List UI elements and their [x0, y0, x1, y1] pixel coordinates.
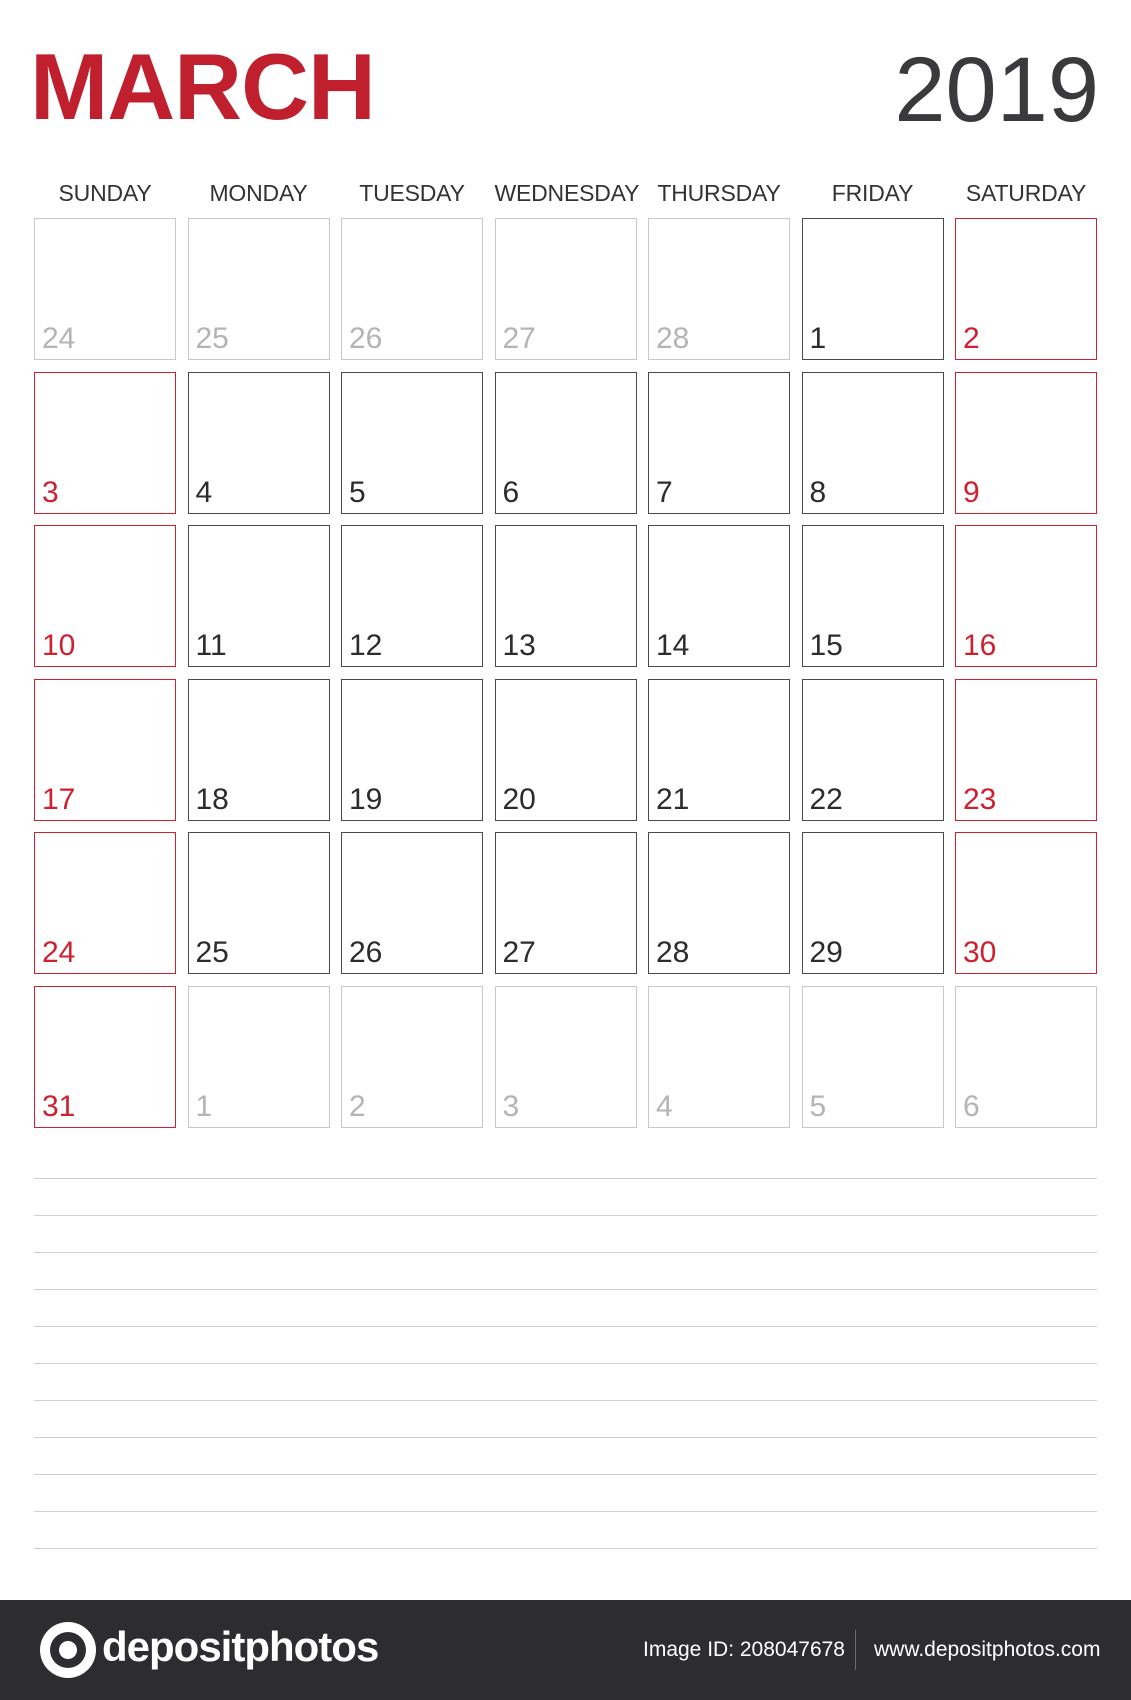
day-cell[interactable] — [802, 525, 944, 667]
day-cell[interactable] — [341, 832, 483, 974]
day-number: 30 — [963, 936, 997, 969]
day-cell[interactable] — [495, 218, 637, 360]
day-cell[interactable] — [188, 218, 330, 360]
day-cell[interactable] — [648, 372, 790, 514]
day-number: 4 — [195, 475, 213, 509]
day-cell[interactable] — [802, 372, 944, 514]
note-line — [34, 1289, 1097, 1290]
note-line — [34, 1326, 1097, 1327]
day-number: 6 — [963, 1089, 980, 1123]
weekday-monday: MONDAY — [209, 180, 308, 206]
day-number: 21 — [656, 782, 690, 816]
day-number: 3 — [42, 475, 59, 509]
day-number: 13 — [502, 629, 536, 662]
day-cell[interactable] — [802, 218, 944, 360]
calendar-grid — [34, 218, 1097, 1128]
day-number: 24 — [42, 936, 76, 969]
day-number: 19 — [349, 782, 383, 816]
day-cell[interactable] — [802, 986, 944, 1128]
day-cell[interactable] — [188, 372, 330, 514]
camera-logo-icon — [40, 1622, 96, 1678]
note-line — [34, 1400, 1097, 1401]
day-number: 26 — [349, 936, 383, 969]
day-cell[interactable] — [34, 218, 176, 360]
day-cell[interactable] — [34, 525, 176, 667]
day-cell[interactable] — [802, 832, 944, 974]
day-number: 14 — [656, 629, 690, 662]
weekday-friday: FRIDAY — [831, 180, 914, 206]
day-number: 15 — [809, 629, 843, 662]
day-number: 9 — [963, 475, 980, 509]
day-cell[interactable] — [648, 525, 790, 667]
day-number: 5 — [809, 1089, 827, 1123]
day-cell[interactable] — [495, 525, 637, 667]
day-cell[interactable] — [955, 986, 1097, 1128]
day-number: 10 — [42, 629, 76, 662]
day-cell[interactable] — [648, 986, 790, 1128]
weekday-tuesday: TUESDAY — [359, 180, 465, 206]
day-number: 20 — [502, 782, 536, 816]
weekday-thursday: THURSDAY — [657, 180, 781, 206]
day-number: 16 — [963, 629, 997, 662]
day-number: 2 — [349, 1089, 366, 1123]
day-cell[interactable] — [188, 525, 330, 667]
day-number: 23 — [963, 782, 997, 816]
weekday-wednesday: WEDNESDAY — [494, 180, 640, 206]
watermark-footer — [0, 1600, 1131, 1700]
weekday-saturday: SATURDAY — [965, 180, 1087, 206]
day-cell[interactable] — [341, 679, 483, 821]
day-number: 31 — [42, 1089, 76, 1123]
day-cell[interactable] — [802, 679, 944, 821]
day-number: 2 — [963, 322, 980, 355]
day-number: 12 — [349, 629, 383, 662]
month-title: MARCH — [30, 34, 375, 139]
day-number: 25 — [195, 322, 229, 355]
day-cell[interactable] — [34, 986, 176, 1128]
day-cell[interactable] — [341, 986, 483, 1128]
day-number: 7 — [656, 475, 673, 509]
day-number: 1 — [195, 1089, 213, 1123]
day-cell[interactable] — [955, 679, 1097, 821]
day-cell[interactable] — [955, 372, 1097, 514]
day-cell[interactable] — [188, 986, 330, 1128]
day-cell[interactable] — [955, 218, 1097, 360]
note-line — [34, 1178, 1097, 1179]
note-line — [34, 1511, 1097, 1512]
image-id-label: Image ID: 208047678 — [643, 1638, 845, 1661]
day-number: 28 — [656, 936, 690, 969]
day-number: 5 — [349, 475, 366, 509]
day-number: 24 — [42, 322, 76, 355]
day-cell[interactable] — [341, 372, 483, 514]
day-cell[interactable] — [34, 372, 176, 514]
day-number: 8 — [809, 475, 827, 509]
day-cell[interactable] — [188, 832, 330, 974]
day-number: 6 — [502, 475, 520, 509]
day-cell[interactable] — [34, 679, 176, 821]
day-cell[interactable] — [341, 218, 483, 360]
note-line — [34, 1474, 1097, 1475]
brand-logo-text: depositphotos — [102, 1623, 379, 1670]
day-cell[interactable] — [495, 832, 637, 974]
day-number: 22 — [809, 782, 843, 816]
day-cell[interactable] — [495, 372, 637, 514]
day-cell[interactable] — [341, 525, 483, 667]
day-number: 29 — [809, 936, 843, 969]
day-number: 26 — [349, 322, 383, 355]
day-number: 4 — [656, 1089, 673, 1123]
day-cell[interactable] — [955, 832, 1097, 974]
note-line — [34, 1252, 1097, 1253]
day-number: 3 — [502, 1089, 520, 1123]
day-cell[interactable] — [955, 525, 1097, 667]
note-line — [34, 1437, 1097, 1438]
day-number: 28 — [656, 322, 690, 355]
day-cell[interactable] — [648, 832, 790, 974]
day-cell[interactable] — [495, 679, 637, 821]
day-number: 27 — [502, 322, 536, 355]
day-number: 17 — [42, 782, 76, 816]
note-line — [34, 1215, 1097, 1216]
day-cell[interactable] — [188, 679, 330, 821]
note-line — [34, 1363, 1097, 1364]
day-cell[interactable] — [34, 832, 176, 974]
day-cell[interactable] — [648, 218, 790, 360]
day-number: 1 — [809, 322, 827, 355]
day-number: 18 — [195, 782, 229, 816]
website-link[interactable]: www.depositphotos.com — [874, 1638, 1101, 1661]
day-number: 27 — [502, 936, 536, 969]
day-cell[interactable] — [648, 679, 790, 821]
weekday-sunday: SUNDAY — [58, 180, 152, 206]
year-title: 2019 — [894, 39, 1099, 141]
footer-divider — [855, 1630, 856, 1670]
note-line — [34, 1548, 1097, 1549]
weekday-header-row — [34, 180, 1097, 210]
day-number: 25 — [195, 936, 229, 969]
day-cell[interactable] — [495, 986, 637, 1128]
day-number: 11 — [195, 629, 227, 662]
